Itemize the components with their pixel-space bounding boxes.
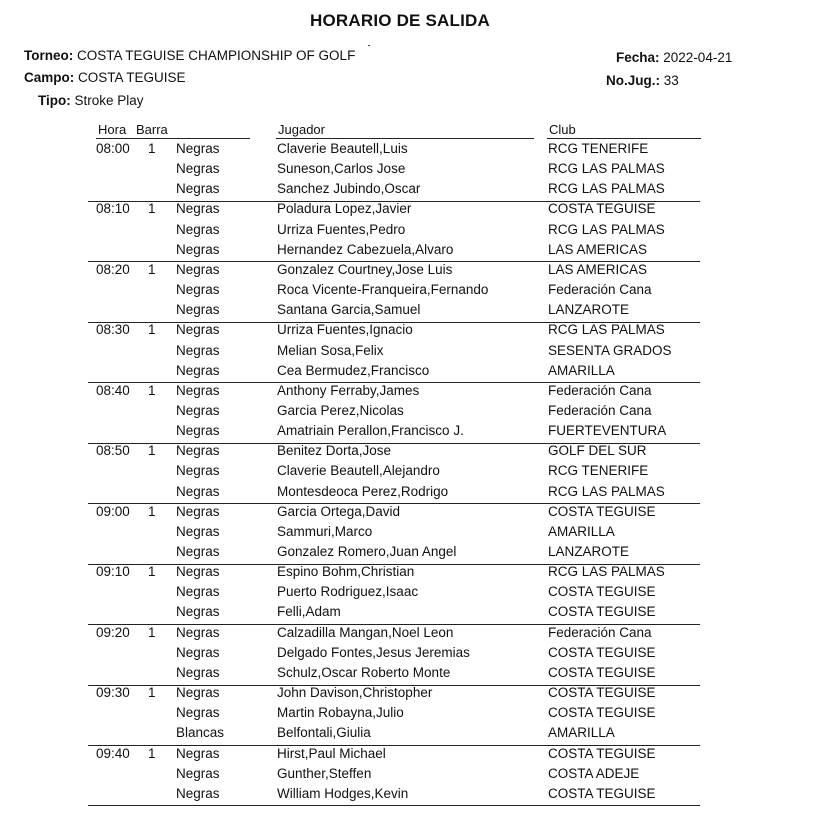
tipo-label: Tipo: [38, 93, 71, 108]
player-club: COSTA TEGUISE [548, 685, 656, 701]
fecha-label: Fecha: [616, 50, 660, 65]
player-club: LAS AMERICAS [548, 241, 648, 257]
player-name: Anthony Ferraby,James [277, 382, 420, 398]
header-club: Club [549, 122, 576, 137]
fecha-value: 2022-04-21 [663, 50, 733, 65]
nojug-value: 33 [663, 73, 679, 88]
player-club: COSTA TEGUISE [548, 604, 656, 620]
player-name: Garcia Ortega,David [277, 503, 401, 519]
player-name: Roca Vicente-Franqueira,Fernando [277, 282, 489, 298]
player-club: COSTA TEGUISE [548, 664, 656, 680]
tee-time: 08:50 [96, 443, 130, 459]
header-barra: Barra [136, 122, 168, 137]
player-club: COSTA ADEJE [548, 765, 640, 781]
player-club: Federación Cana [548, 624, 652, 640]
player-name: Belfontali,Giulia [277, 725, 371, 741]
tee-time: 09:10 [96, 564, 130, 580]
tee-time: 09:30 [96, 685, 130, 701]
player-tee-color: Negras [176, 402, 220, 418]
player-tee-color: Negras [176, 322, 220, 338]
player-tee-color: Negras [176, 523, 220, 539]
player-club: RCG LAS PALMAS [548, 221, 665, 237]
player-tee-color: Negras [176, 564, 220, 580]
player-club: COSTA TEGUISE [548, 785, 656, 801]
player-club: COSTA TEGUISE [548, 201, 656, 217]
tee-time: 08:30 [96, 322, 130, 338]
tee-time: 08:40 [96, 382, 130, 398]
player-name: Gonzalez Courtney,Jose Luis [277, 261, 453, 277]
player-tee-color: Negras [176, 181, 220, 197]
player-club: RCG LAS PALMAS [548, 161, 665, 177]
player-club: AMARILLA [548, 725, 615, 741]
player-name: Felli,Adam [277, 604, 341, 620]
player-tee-color: Negras [176, 463, 220, 479]
player-tee-color: Negras [176, 685, 220, 701]
player-tee-color: Negras [176, 302, 220, 318]
player-club: AMARILLA [548, 523, 615, 539]
player-name: Benitez Dorta,Jose [277, 443, 392, 459]
player-name: William Hodges,Kevin [277, 785, 409, 801]
player-name: Poladura Lopez,Javier [277, 201, 412, 217]
player-tee-color: Negras [176, 584, 220, 600]
campo-line [24, 70, 186, 85]
player-tee-color: Negras [176, 443, 220, 459]
player-club: LAS AMERICAS [548, 261, 648, 277]
player-tee-color: Negras [176, 261, 220, 277]
player-tee-color: Negras [176, 423, 220, 439]
torneo-line [24, 48, 355, 63]
player-tee-color: Negras [176, 342, 220, 358]
player-tee-color: Negras [176, 604, 220, 620]
player-name: Melian Sosa,Felix [277, 342, 384, 358]
player-tee-color: Negras [176, 221, 220, 237]
player-club: COSTA TEGUISE [548, 503, 656, 519]
player-name: John Davison,Christopher [277, 685, 433, 701]
player-name: Hernandez Cabezuela,Alvaro [277, 241, 454, 257]
tee-bar: 1 [148, 624, 156, 640]
fecha-line [616, 50, 732, 65]
player-tee-color: Negras [176, 624, 220, 640]
header-underline-club [547, 138, 701, 139]
player-tee-color: Negras [176, 141, 220, 156]
player-tee-color: Negras [176, 745, 220, 761]
player-tee-color: Negras [176, 382, 220, 398]
player-name: Sammuri,Marco [277, 523, 373, 539]
campo-value: COSTA TEGUISE [78, 70, 186, 85]
player-club: COSTA TEGUISE [548, 705, 656, 721]
player-name: Claverie Beautell,Luis [277, 141, 408, 156]
tee-time: 09:20 [96, 624, 130, 640]
nojug-label: No.Jug.: [606, 73, 660, 88]
tee-bar: 1 [148, 261, 156, 277]
player-name: Urriza Fuentes,Pedro [277, 221, 406, 237]
tee-time: 08:00 [96, 141, 130, 156]
torneo-value: COSTA TEGUISE CHAMPIONSHIP OF GOLF [77, 48, 356, 63]
scan-speck [368, 45, 370, 46]
tee-bar: 1 [148, 745, 156, 761]
tee-bar: 1 [148, 564, 156, 580]
group-separator [88, 805, 700, 806]
player-name: Gonzalez Romero,Juan Angel [277, 544, 457, 559]
tee-bar: 1 [148, 201, 156, 217]
player-club: AMARILLA [548, 362, 615, 378]
player-name: Cea Bermudez,Francisco [277, 362, 430, 378]
player-name: Delgado Fontes,Jesus Jeremias [277, 644, 470, 660]
player-tee-color: Negras [176, 785, 220, 801]
player-club: RCG LAS PALMAS [548, 483, 665, 499]
player-name: Santana Garcia,Samuel [277, 302, 421, 318]
player-club: GOLF DEL SUR [548, 443, 647, 459]
player-club: SESENTA GRADOS [548, 342, 672, 358]
player-club: COSTA TEGUISE [548, 644, 656, 660]
player-tee-color: Negras [176, 644, 220, 660]
player-club: RCG TENERIFE [548, 463, 649, 479]
player-name: Puerto Rodriguez,Isaac [277, 584, 419, 600]
player-name: Suneson,Carlos Jose [277, 161, 406, 177]
player-tee-color: Negras [176, 544, 220, 559]
page-title: HORARIO DE SALIDA [309, 11, 491, 30]
player-name: Urriza Fuentes,Ignacio [277, 322, 413, 338]
player-name: Schulz,Oscar Roberto Monte [277, 664, 451, 680]
tee-time: 08:20 [96, 261, 130, 277]
player-club: LANZAROTE [548, 302, 630, 318]
tee-bar: 1 [148, 141, 156, 156]
player-tee-color: Negras [176, 362, 220, 378]
player-club: COSTA TEGUISE [548, 584, 656, 600]
player-name: Espino Bohm,Christian [277, 564, 415, 580]
tee-bar: 1 [148, 503, 156, 519]
player-name: Martin Robayna,Julio [277, 705, 404, 721]
player-tee-color: Negras [176, 241, 220, 257]
player-name: Calzadilla Mangan,Noel Leon [277, 624, 454, 640]
player-name: Gunther,Steffen [277, 765, 372, 781]
player-club: Federación Cana [548, 402, 652, 418]
player-name: Montesdeoca Perez,Rodrigo [277, 483, 449, 499]
tee-bar: 1 [148, 685, 156, 701]
player-tee-color: Negras [176, 201, 220, 217]
player-tee-color: Negras [176, 161, 220, 177]
player-club: RCG LAS PALMAS [548, 181, 665, 197]
tee-time: 08:10 [96, 201, 130, 217]
tipo-line [38, 93, 144, 108]
player-name: Garcia Perez,Nicolas [277, 402, 404, 418]
player-tee-color: Negras [176, 664, 220, 680]
player-tee-color: Negras [176, 483, 220, 499]
player-club: Federación Cana [548, 382, 652, 398]
torneo-label: Torneo: [24, 48, 74, 63]
player-tee-color: Negras [176, 282, 220, 298]
player-tee-color: Negras [176, 765, 220, 781]
player-name: Amatriain Perallon,Francisco J. [277, 423, 464, 439]
player-name: Sanchez Jubindo,Oscar [277, 181, 421, 197]
player-name: Claverie Beautell,Alejandro [277, 463, 440, 479]
header-underline-hora [96, 138, 250, 139]
tee-time: 09:00 [96, 503, 130, 519]
campo-label: Campo: [24, 70, 75, 85]
player-club: FUERTEVENTURA [548, 423, 667, 439]
player-tee-color: Negras [176, 705, 220, 721]
player-name: Hirst,Paul Michael [277, 745, 386, 761]
player-tee-color: Blancas [176, 725, 225, 741]
player-club: RCG LAS PALMAS [548, 322, 665, 338]
player-club: COSTA TEGUISE [548, 745, 656, 761]
player-club: RCG LAS PALMAS [548, 564, 665, 580]
player-club: LANZAROTE [548, 544, 630, 559]
nojug-line [606, 73, 679, 88]
tee-time: 09:40 [96, 745, 130, 761]
tee-bar: 1 [148, 382, 156, 398]
tee-bar: 1 [148, 322, 156, 338]
player-club: Federación Cana [548, 282, 652, 298]
header-jugador: Jugador [278, 122, 325, 137]
tee-bar: 1 [148, 443, 156, 459]
player-club: RCG TENERIFE [548, 141, 649, 156]
player-tee-color: Negras [176, 503, 220, 519]
header-underline-jugador [276, 138, 534, 139]
tipo-value: Stroke Play [74, 93, 144, 108]
header-hora: Hora [98, 122, 127, 137]
